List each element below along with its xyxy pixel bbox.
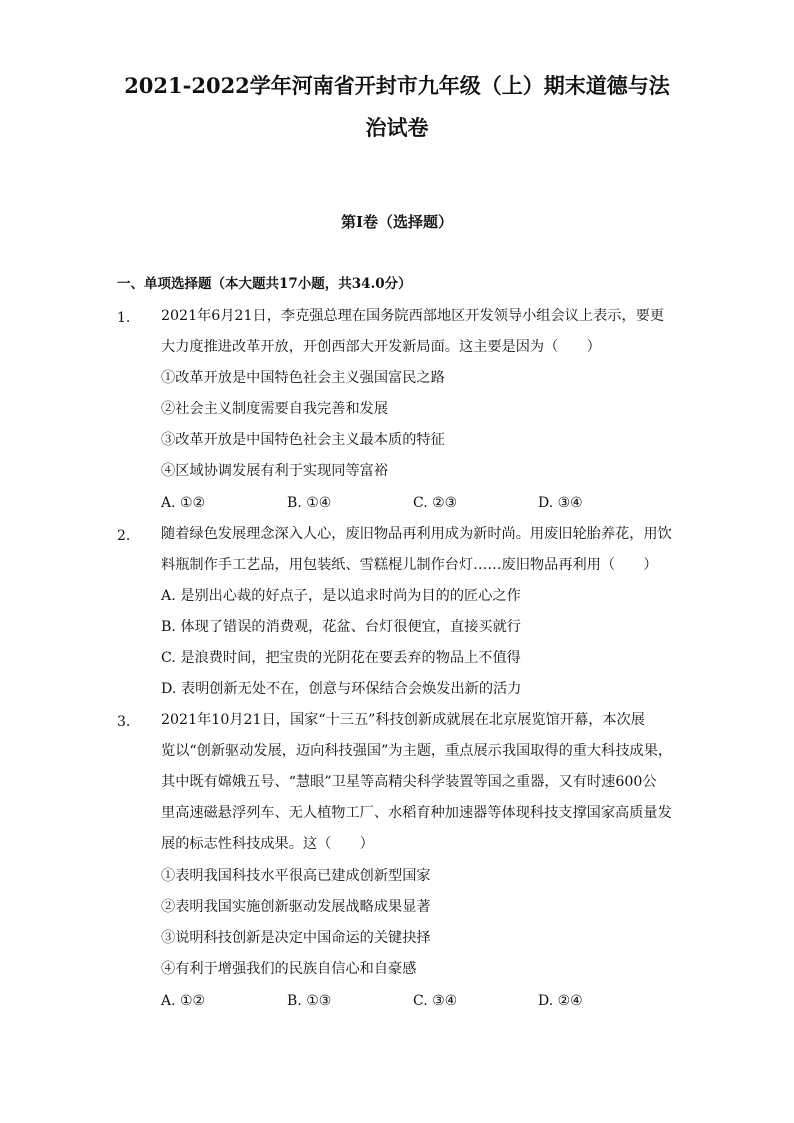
statement-line: ④区域协调发展有利于实现同等富裕 bbox=[161, 463, 389, 479]
section-heading: 第I卷（选择题） bbox=[340, 213, 454, 231]
option-c: C. ③④ bbox=[413, 993, 458, 1009]
question-stem-line: 里高速磁悬浮列车、无人植物工厂、水稻育种加速器等体现科技支撑国家高质量发 bbox=[161, 805, 672, 821]
option-a: A. ①② bbox=[161, 993, 206, 1009]
option-line: D. 表明创新无处不在，创意与环保结合会焕发出新的活力 bbox=[161, 681, 522, 697]
option-line: C. 是浪费时间，把宝贵的光阴花在要丢弃的物品上不值得 bbox=[161, 650, 521, 666]
question-2 bbox=[117, 524, 677, 704]
statement-line: ③改革开放是中国特色社会主义最本质的特征 bbox=[161, 432, 445, 448]
option-d: D. ②④ bbox=[538, 993, 583, 1009]
part-heading: 一、单项选择题（本大题共17小题，共34.0分） bbox=[117, 276, 412, 292]
statement-line: ②社会主义制度需要自我完善和发展 bbox=[161, 401, 389, 417]
statement-line: ②表明我国实施创新驱动发展战略成果显著 bbox=[161, 899, 431, 915]
question-number: 1. bbox=[117, 310, 131, 326]
question-number: 3. bbox=[117, 714, 131, 730]
option-line: B. 体现了错误的消费观，花盆、台灯很便宜，直接买就行 bbox=[161, 619, 521, 635]
option-d: D. ③④ bbox=[538, 495, 583, 511]
question-stem-line: 览以“创新驱动发展，迈向科技强国”为主题，重点展示我国取得的重大科技成果， bbox=[161, 743, 673, 759]
statement-line: ③说明科技创新是决定中国命运的关键抉择 bbox=[161, 930, 431, 946]
question-stem-line: 大力度推进改革开放，开创西部大开发新局面。这主要是因为（ ） bbox=[161, 339, 601, 355]
question-stem-line: 2021年6月21日，李克强总理在国务院西部地区开发领导小组会议上表示，要更 bbox=[161, 308, 665, 324]
option-line: A. 是别出心裁的好点子，是以追求时尚为目的的匠心之作 bbox=[161, 588, 521, 604]
question-number: 2. bbox=[117, 528, 131, 544]
statement-line: ④有利于增强我们的民族自信心和自豪感 bbox=[161, 961, 417, 977]
question-stem-line: 料瓶制作手工艺品，用包装纸、雪糕棍儿制作台灯……废旧物品再利用（ ） bbox=[161, 557, 658, 573]
paper-title-line-1: 2021-2022学年河南省开封市九年级（上）期末道德与法 bbox=[124, 73, 670, 98]
option-c: C. ②③ bbox=[413, 495, 458, 511]
statement-line: ①表明我国科技水平很高已建成创新型国家 bbox=[161, 868, 431, 884]
option-b: B. ①④ bbox=[287, 495, 332, 511]
question-stem-line: 展的标志性科技成果。这（ ） bbox=[161, 836, 374, 852]
question-stem-line: 2021年10月21日，国家“十三五”科技创新成就展在北京展览馆开幕，本次展 bbox=[161, 712, 645, 728]
option-a: A. ①② bbox=[161, 495, 206, 511]
question-stem-line: 其中既有嫦娥五号、“慧眼”卫星等高精尖科学装置等国之重器，又有时速600公 bbox=[161, 774, 657, 790]
option-b: B. ①③ bbox=[287, 993, 332, 1009]
statement-line: ①改革开放是中国特色社会主义强国富民之路 bbox=[161, 370, 445, 386]
question-stem-line: 随着绿色发展理念深入人心，废旧物品再利用成为新时尚。用废旧轮胎养花，用饮 bbox=[161, 526, 672, 542]
question-1 bbox=[117, 306, 677, 516]
question-3 bbox=[117, 710, 677, 1015]
paper-title-line-2: 治试卷 bbox=[365, 115, 429, 140]
